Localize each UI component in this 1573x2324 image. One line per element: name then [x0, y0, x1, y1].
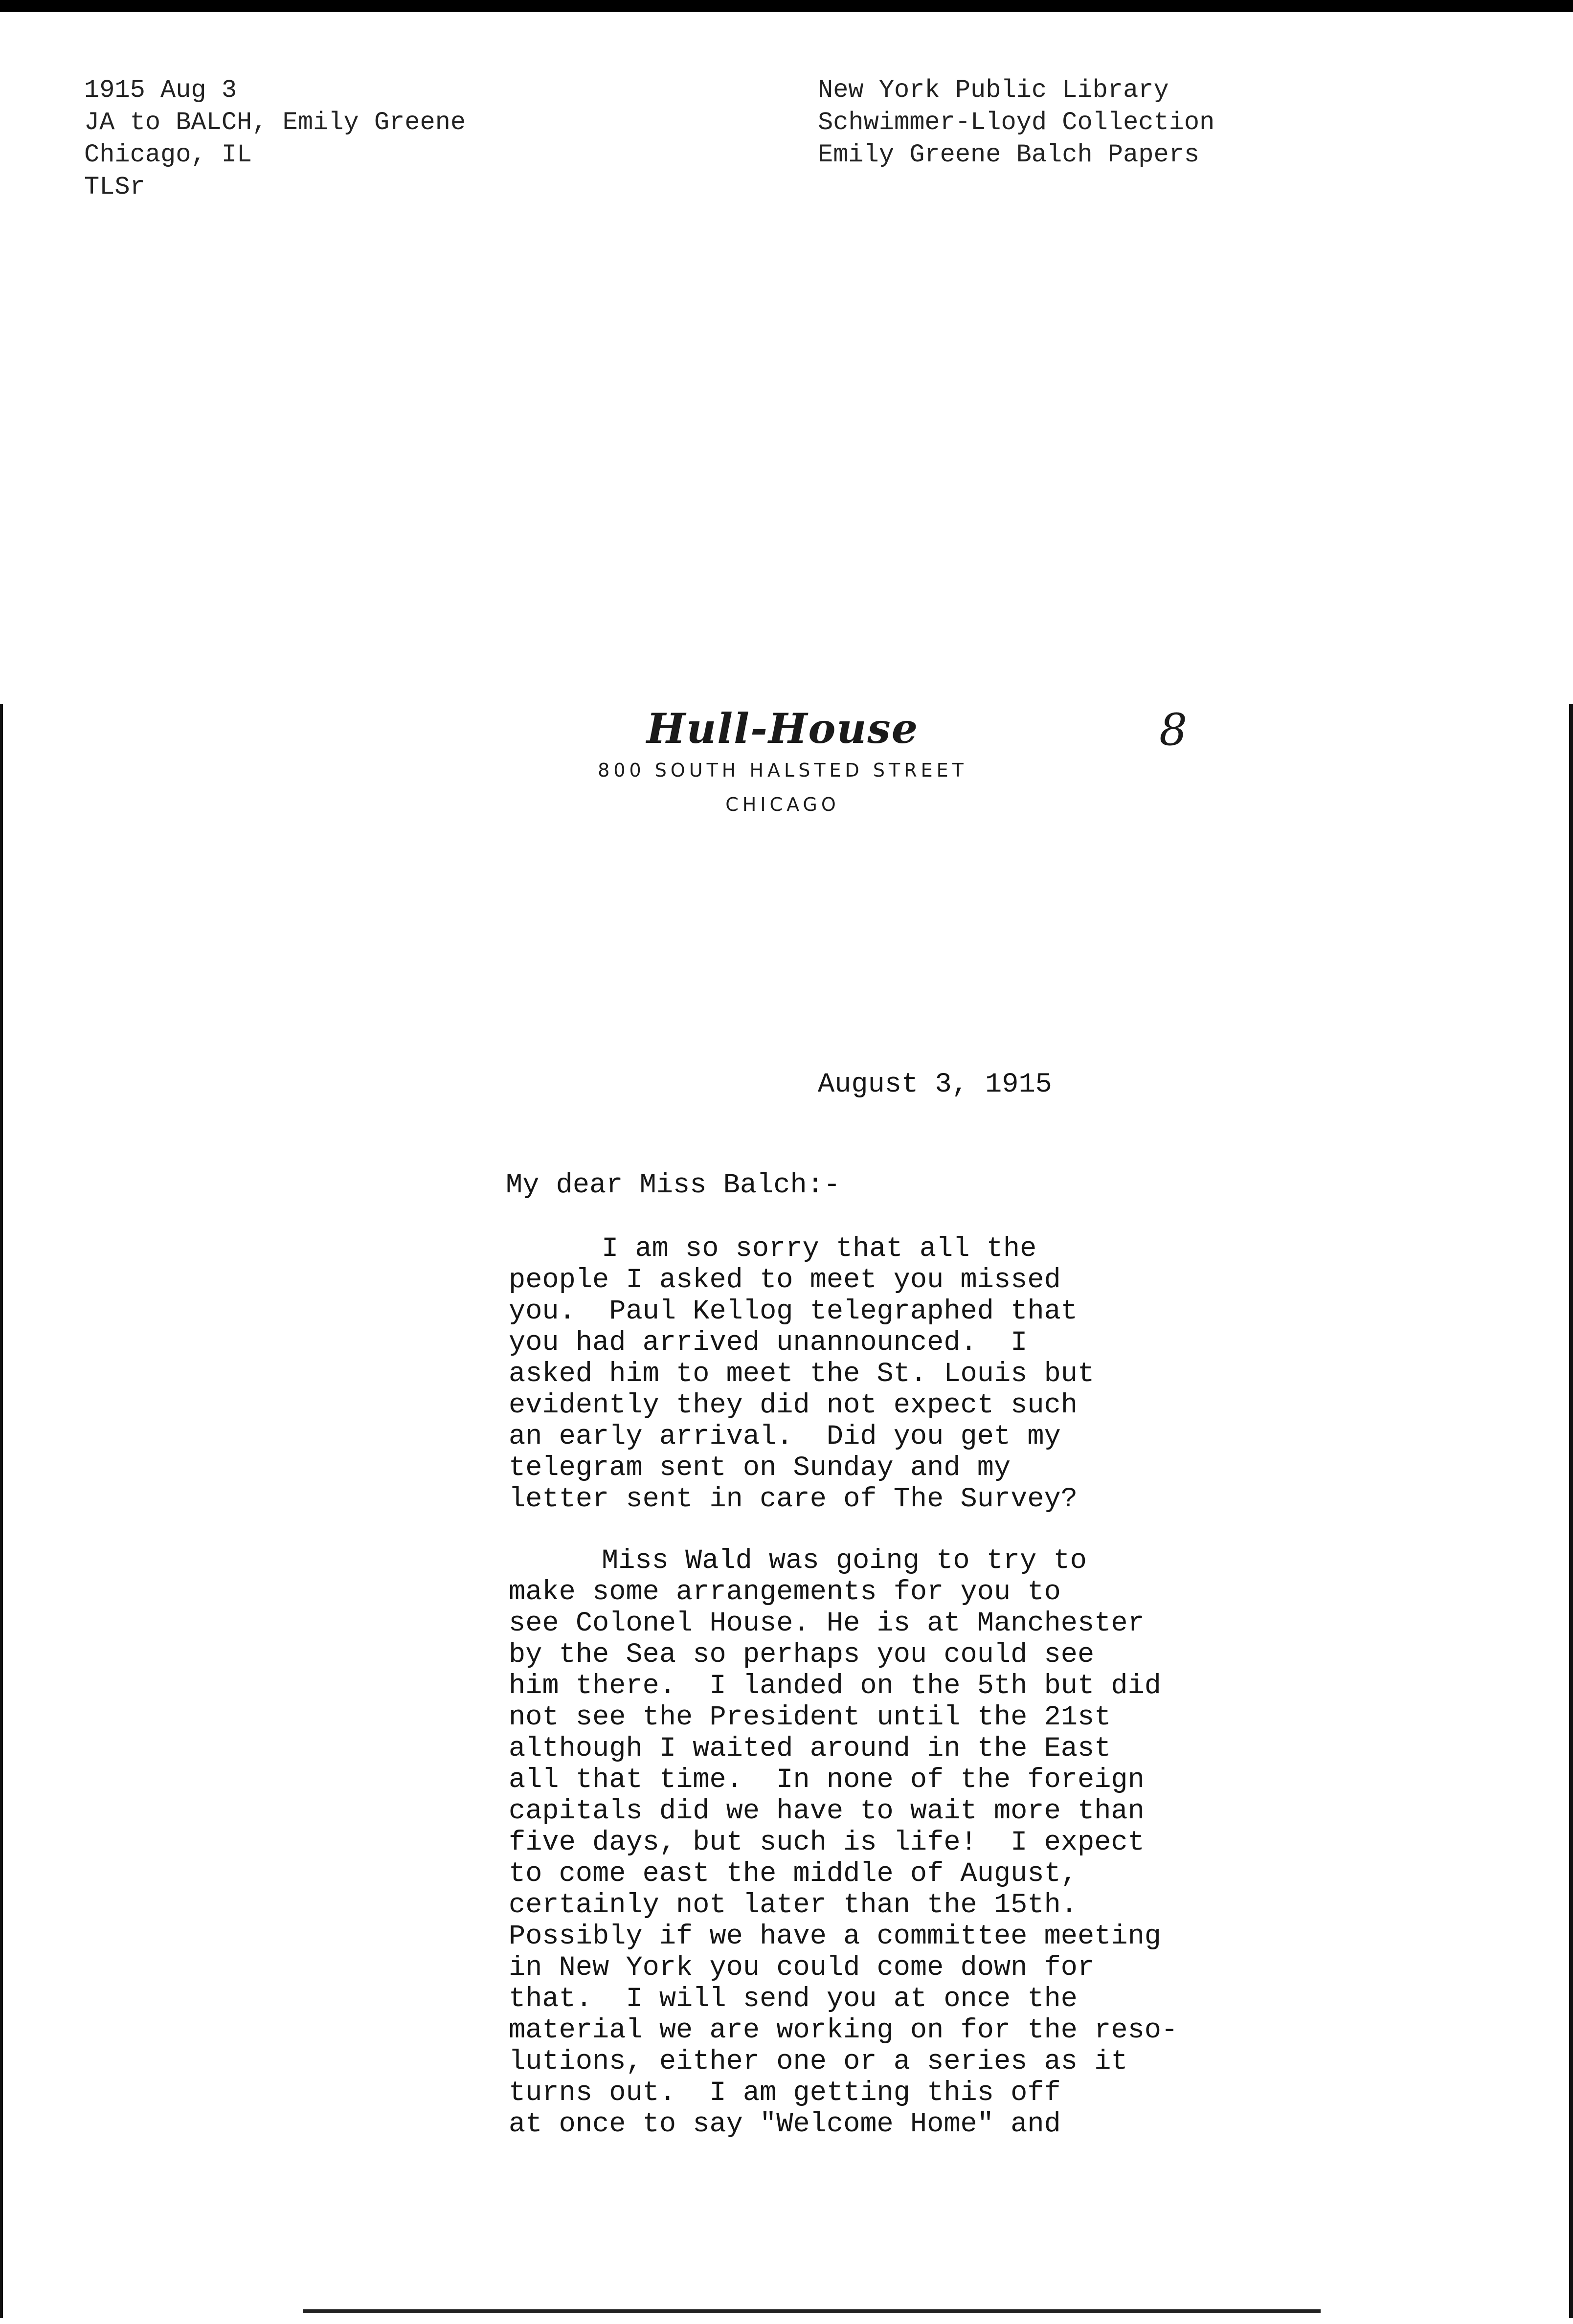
- letterhead-street: 800 SOUTH HALSTED STREET: [598, 760, 967, 781]
- catalog-collection: Schwimmer-Lloyd Collection: [818, 108, 1215, 137]
- text-line: not see the President until the 21st: [509, 1702, 1111, 1733]
- catalog-date: 1915 Aug 3: [84, 76, 237, 105]
- text-line: asked him to meet the St. Louis but: [509, 1359, 1095, 1390]
- text-line: all that time. In none of the foreign: [509, 1765, 1145, 1796]
- text-line: at once to say "Welcome Home" and: [509, 2109, 1061, 2140]
- catalog-papers: Emily Greene Balch Papers: [818, 140, 1200, 169]
- text-line: an early arrival. Did you get my: [509, 1421, 1061, 1452]
- text-line: Miss Wald was going to try to: [602, 1545, 1087, 1577]
- catalog-document-type: TLSr: [84, 173, 145, 201]
- text-line: people I asked to meet you missed: [509, 1265, 1061, 1296]
- handwritten-page-number: 8: [1159, 704, 1188, 756]
- text-line: you. Paul Kellog telegraphed that: [509, 1296, 1078, 1327]
- text-line: letter sent in care of The Survey?: [509, 1484, 1078, 1515]
- text-line: five days, but such is life! I expect: [509, 1827, 1145, 1858]
- text-line: by the Sea so perhaps you could see: [509, 1639, 1095, 1671]
- text-line: capitals did we have to wait more than: [509, 1796, 1145, 1827]
- catalog-place: Chicago, IL: [84, 140, 252, 169]
- text-line: in New York you could come down for: [509, 1952, 1095, 1984]
- text-line: that. I will send you at once the: [509, 1984, 1078, 2015]
- scan-top-border: [0, 0, 1573, 12]
- scan-right-edge: [1569, 704, 1573, 2318]
- text-line: him there. I landed on the 5th but did: [509, 1671, 1162, 1702]
- catalog-metadata-left: [84, 74, 466, 203]
- letter-date: August 3, 1915: [818, 1069, 1052, 1100]
- text-line: to come east the middle of August,: [509, 1858, 1078, 1890]
- text-line: turns out. I am getting this off: [509, 2078, 1061, 2109]
- catalog-correspondents: JA to BALCH, Emily Greene: [84, 108, 466, 137]
- scan-left-edge: [0, 704, 3, 2318]
- letter-paragraph-1: [509, 1233, 1094, 1515]
- letterhead-name: Hull-House: [646, 704, 919, 753]
- text-line: material we are working on for the reso-: [509, 2015, 1178, 2046]
- scan-bottom-rule: [303, 2309, 1321, 2313]
- letter-salutation: My dear Miss Balch:-: [506, 1170, 841, 1201]
- text-line: telegram sent on Sunday and my: [509, 1452, 1011, 1484]
- text-line: certainly not later than the 15th.: [509, 1890, 1078, 1921]
- catalog-metadata-right: [818, 74, 1214, 171]
- text-line: you had arrived unannounced. I: [509, 1327, 1028, 1359]
- text-line: make some arrangements for you to: [509, 1577, 1061, 1608]
- text-line: lutions, either one or a series as it: [509, 2046, 1128, 2078]
- letterhead-city: CHICAGO: [725, 794, 840, 815]
- text-line: although I waited around in the East: [509, 1733, 1111, 1765]
- letter-paragraph-2: [509, 1545, 1178, 2140]
- catalog-repository: New York Public Library: [818, 76, 1169, 105]
- letterhead: [562, 704, 1003, 822]
- text-line: Possibly if we have a committee meeting: [509, 1921, 1162, 1952]
- text-line: see Colonel House. He is at Manchester: [509, 1608, 1145, 1639]
- text-line: I am so sorry that all the: [602, 1233, 1037, 1265]
- text-line: evidently they did not expect such: [509, 1390, 1078, 1421]
